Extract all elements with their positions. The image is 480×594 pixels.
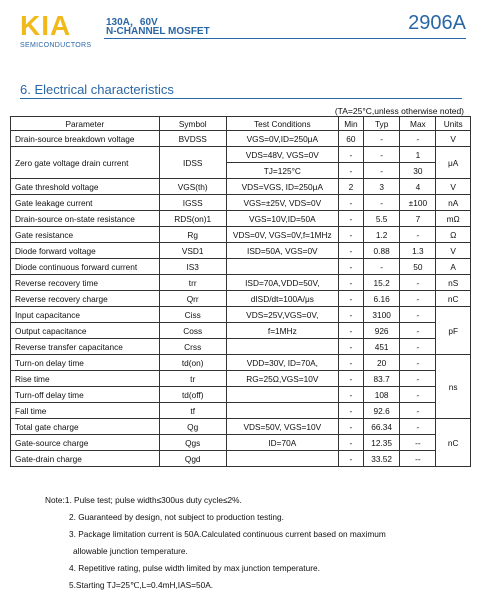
- typ-cell: 5.5: [363, 211, 400, 227]
- typ-cell: -: [363, 131, 400, 147]
- symbol-cell: Qg: [159, 419, 226, 435]
- min-cell: -: [338, 435, 363, 451]
- table-row: [11, 451, 471, 467]
- note-1: Note:1. Pulse test; pulse width≤300us duty cycle≤2%.: [45, 495, 242, 505]
- condition-cell: VDS=48V, VGS=0V: [226, 147, 338, 163]
- symbol-cell: BVDSS: [159, 131, 226, 147]
- table-row: [11, 259, 471, 275]
- max-cell: -: [400, 307, 436, 323]
- max-cell: -: [400, 371, 436, 387]
- company-subtitle: SEMICONDUCTORS: [20, 42, 92, 49]
- min-cell: -: [338, 243, 363, 259]
- spec-rating: 130A，60V: [106, 17, 158, 28]
- condition-cell: [226, 387, 338, 403]
- header-symbol: Symbol: [159, 117, 226, 131]
- param-cell: Gate resistance: [11, 227, 160, 243]
- min-cell: -: [338, 275, 363, 291]
- condition-cell: [226, 259, 338, 275]
- notes-block: [45, 492, 386, 594]
- header-divider: [104, 38, 466, 39]
- param-cell: Turn-on delay time: [11, 355, 160, 371]
- min-cell: -: [338, 291, 363, 307]
- typ-cell: 451: [363, 339, 400, 355]
- symbol-cell: tr: [159, 371, 226, 387]
- table-row: [11, 339, 471, 355]
- param-cell: Rise time: [11, 371, 160, 387]
- typ-cell: 1.2: [363, 227, 400, 243]
- max-cell: --: [400, 451, 436, 467]
- condition-cell: VDS=25V,VGS=0V,: [226, 307, 338, 323]
- symbol-cell: VSD1: [159, 243, 226, 259]
- symbol-cell: IS3: [159, 259, 226, 275]
- typ-cell: 3: [363, 179, 400, 195]
- condition-cell: f=1MHz: [226, 323, 338, 339]
- section-title: 6. Electrical characteristics: [20, 82, 174, 97]
- unit-cell: V: [436, 179, 471, 195]
- table-row: [11, 243, 471, 259]
- header-parameter: Parameter: [11, 117, 160, 131]
- condition-cell: VDS=VGS, ID=250μA: [226, 179, 338, 195]
- condition-cell: TJ=125°C: [226, 163, 338, 179]
- param-cell: Gate-drain charge: [11, 451, 160, 467]
- condition-cell: VDS=50V, VGS=10V: [226, 419, 338, 435]
- symbol-cell: Crss: [159, 339, 226, 355]
- condition-cell: VGS=10V,ID=50A: [226, 211, 338, 227]
- electrical-characteristics-table: [10, 116, 471, 467]
- note-3: 3. Package limitation current is 50A.Calculated continuous current based on maximum: [69, 529, 386, 539]
- condition-cell: ISD=70A,VDD=50V,: [226, 275, 338, 291]
- table-row: [11, 307, 471, 323]
- typ-cell: -: [363, 163, 400, 179]
- table-header-row: [11, 117, 471, 131]
- typ-cell: 83.7: [363, 371, 400, 387]
- table-row: [11, 387, 471, 403]
- max-cell: ±100: [400, 195, 436, 211]
- part-number: 2906A: [408, 12, 466, 34]
- note-3-continued: allowable junction temperature.: [73, 546, 188, 556]
- symbol-cell: RDS(on)1: [159, 211, 226, 227]
- typ-cell: 3100: [363, 307, 400, 323]
- unit-cell: nA: [436, 195, 471, 211]
- min-cell: -: [338, 227, 363, 243]
- param-cell: Drain-source breakdown voltage: [11, 131, 160, 147]
- condition-cell: RG=25Ω,VGS=10V: [226, 371, 338, 387]
- note-4: 4. Repetitive rating, pulse width limited by max junction temperature.: [69, 563, 320, 573]
- table-row: [11, 291, 471, 307]
- typ-cell: 92.6: [363, 403, 400, 419]
- typ-cell: -: [363, 259, 400, 275]
- conditions-note: (TA=25°C,unless otherwise noted): [334, 106, 464, 116]
- max-cell: -: [400, 419, 436, 435]
- typ-cell: 66.34: [363, 419, 400, 435]
- min-cell: 60: [338, 131, 363, 147]
- typ-cell: 12.35: [363, 435, 400, 451]
- note-5: 5.Starting TJ=25℃,L=0.4mH,IAS=50A.: [69, 580, 214, 590]
- min-cell: -: [338, 211, 363, 227]
- max-cell: 30: [400, 163, 436, 179]
- company-logo: KIA: [20, 10, 72, 41]
- param-cell: Gate leakage current: [11, 195, 160, 211]
- param-cell: Gate threshold voltage: [11, 179, 160, 195]
- symbol-cell: td(off): [159, 387, 226, 403]
- max-cell: -: [400, 339, 436, 355]
- max-cell: 50: [400, 259, 436, 275]
- header-max: Max: [400, 117, 436, 131]
- min-cell: -: [338, 195, 363, 211]
- max-cell: 4: [400, 179, 436, 195]
- param-cell: Total gate charge: [11, 419, 160, 435]
- max-cell: --: [400, 435, 436, 451]
- unit-cell: nC: [436, 291, 471, 307]
- table-row: [11, 179, 471, 195]
- min-cell: -: [338, 419, 363, 435]
- table-row: [11, 323, 471, 339]
- unit-cell: Ω: [436, 227, 471, 243]
- symbol-cell: VGS(th): [159, 179, 226, 195]
- table-row: [11, 147, 471, 163]
- max-cell: -: [400, 275, 436, 291]
- max-cell: -: [400, 355, 436, 371]
- typ-cell: 0.88: [363, 243, 400, 259]
- condition-cell: [226, 403, 338, 419]
- symbol-cell: Qgs: [159, 435, 226, 451]
- param-cell: Reverse recovery time: [11, 275, 160, 291]
- table-row: [11, 419, 471, 435]
- min-cell: -: [338, 163, 363, 179]
- spec-type: N-CHANNEL MOSFET: [106, 26, 210, 37]
- max-cell: -: [400, 131, 436, 147]
- header-typ: Typ: [363, 117, 400, 131]
- condition-cell: VGS=±25V, VDS=0V: [226, 195, 338, 211]
- symbol-cell: IGSS: [159, 195, 226, 211]
- condition-cell: ID=70A: [226, 435, 338, 451]
- min-cell: -: [338, 371, 363, 387]
- min-cell: -: [338, 339, 363, 355]
- param-cell: Input capacitance: [11, 307, 160, 323]
- symbol-cell: td(on): [159, 355, 226, 371]
- param-cell: Drain-source on-state resistance: [11, 211, 160, 227]
- typ-cell: 6.16: [363, 291, 400, 307]
- min-cell: -: [338, 323, 363, 339]
- condition-cell: VGS=0V,ID=250μA: [226, 131, 338, 147]
- unit-cell: mΩ: [436, 211, 471, 227]
- max-cell: -: [400, 291, 436, 307]
- unit-cell: ns: [436, 355, 471, 419]
- table-row: [11, 195, 471, 211]
- max-cell: -: [400, 323, 436, 339]
- min-cell: -: [338, 259, 363, 275]
- unit-cell: nC: [436, 419, 471, 467]
- param-cell: Reverse recovery charge: [11, 291, 160, 307]
- condition-cell: [226, 339, 338, 355]
- param-cell: Zero gate voltage drain current: [11, 147, 160, 179]
- typ-cell: -: [363, 147, 400, 163]
- symbol-cell: trr: [159, 275, 226, 291]
- unit-cell: pF: [436, 307, 471, 355]
- table-row: [11, 435, 471, 451]
- typ-cell: 108: [363, 387, 400, 403]
- symbol-cell: Rg: [159, 227, 226, 243]
- typ-cell: 15.2: [363, 275, 400, 291]
- max-cell: -: [400, 403, 436, 419]
- typ-cell: 20: [363, 355, 400, 371]
- symbol-cell: tf: [159, 403, 226, 419]
- min-cell: -: [338, 387, 363, 403]
- condition-cell: ISD=50A, VGS=0V: [226, 243, 338, 259]
- table-row: [11, 227, 471, 243]
- unit-cell: V: [436, 243, 471, 259]
- max-cell: 1.3: [400, 243, 436, 259]
- condition-cell: dISD/dt=100A/μs: [226, 291, 338, 307]
- header-min: Min: [338, 117, 363, 131]
- min-cell: -: [338, 451, 363, 467]
- condition-cell: VDS=0V, VGS=0V,f=1MHz: [226, 227, 338, 243]
- param-cell: Fall time: [11, 403, 160, 419]
- min-cell: 2: [338, 179, 363, 195]
- table-row: [11, 211, 471, 227]
- header-test-conditions: Test Conditions: [226, 117, 338, 131]
- param-cell: Reverse transfer capacitance: [11, 339, 160, 355]
- table-row: [11, 131, 471, 147]
- symbol-cell: Qrr: [159, 291, 226, 307]
- min-cell: -: [338, 147, 363, 163]
- symbol-cell: IDSS: [159, 147, 226, 179]
- typ-cell: 33.52: [363, 451, 400, 467]
- symbol-cell: Qgd: [159, 451, 226, 467]
- note-2: 2. Guaranteed by design, not subject to production testing.: [69, 512, 284, 522]
- param-cell: Diode forward voltage: [11, 243, 160, 259]
- unit-cell: nS: [436, 275, 471, 291]
- unit-cell: V: [436, 131, 471, 147]
- table-row: [11, 403, 471, 419]
- symbol-cell: Coss: [159, 323, 226, 339]
- max-cell: -: [400, 387, 436, 403]
- max-cell: -: [400, 227, 436, 243]
- param-cell: Diode continuous forward current: [11, 259, 160, 275]
- max-cell: 7: [400, 211, 436, 227]
- condition-cell: VDD=30V, ID=70A,: [226, 355, 338, 371]
- max-cell: 1: [400, 147, 436, 163]
- unit-cell: A: [436, 259, 471, 275]
- param-cell: Turn-off delay time: [11, 387, 160, 403]
- min-cell: -: [338, 307, 363, 323]
- min-cell: -: [338, 355, 363, 371]
- header-units: Units: [436, 117, 471, 131]
- param-cell: Gate-source charge: [11, 435, 160, 451]
- typ-cell: 926: [363, 323, 400, 339]
- param-cell: Output capacitance: [11, 323, 160, 339]
- table-row: [11, 371, 471, 387]
- typ-cell: -: [363, 195, 400, 211]
- unit-cell: μA: [436, 147, 471, 179]
- section-divider: [20, 98, 462, 99]
- condition-cell: [226, 451, 338, 467]
- symbol-cell: Ciss: [159, 307, 226, 323]
- table-row: [11, 275, 471, 291]
- table-row: [11, 355, 471, 371]
- min-cell: -: [338, 403, 363, 419]
